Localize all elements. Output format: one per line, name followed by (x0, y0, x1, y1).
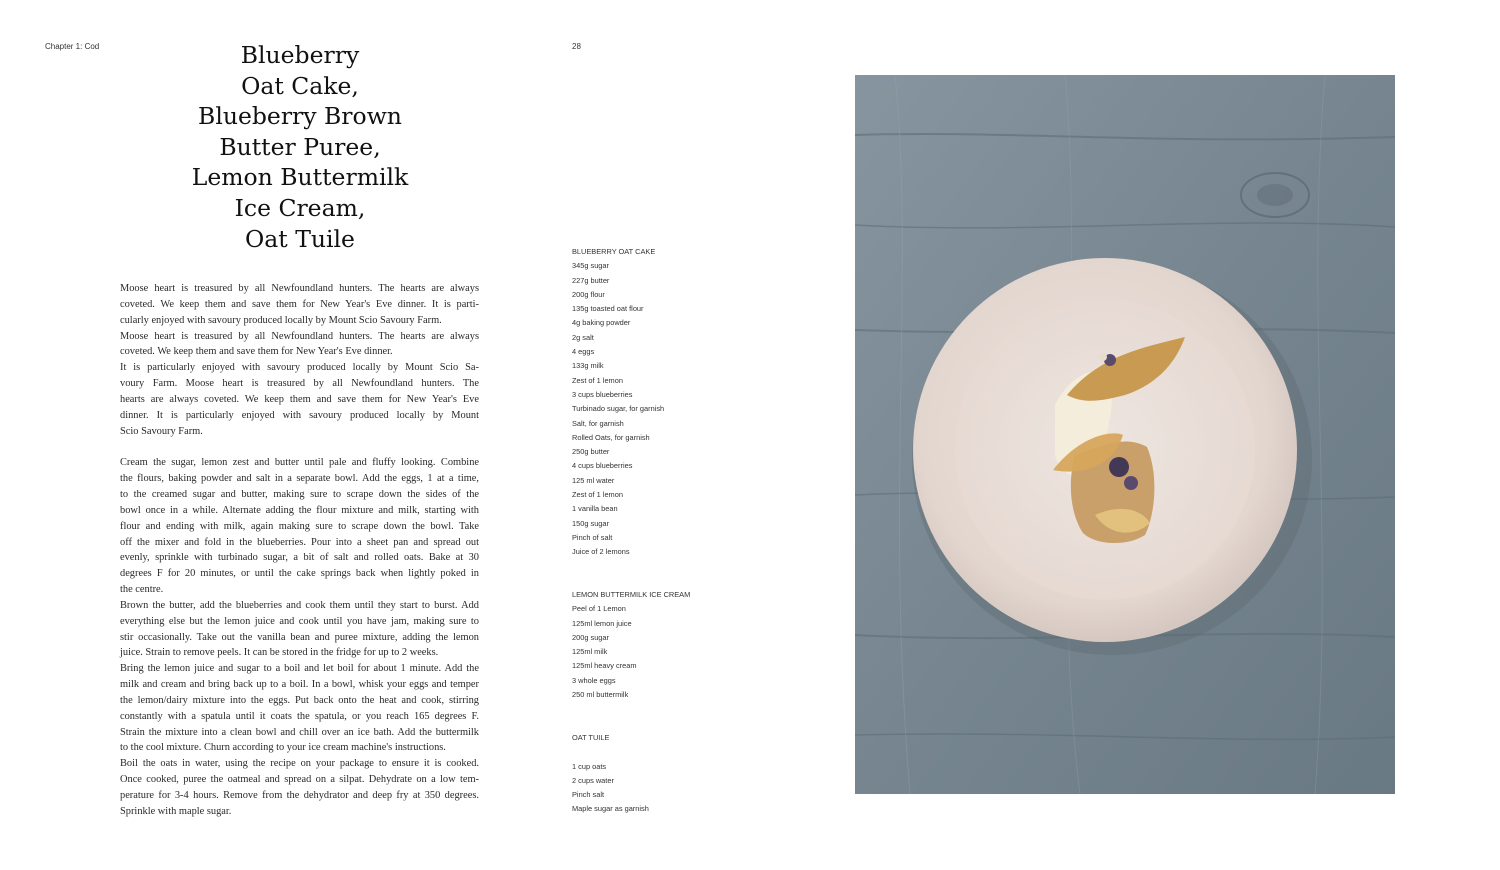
text-line: Bring the lemon juice and sugar to a boil and let boil for about 1 minute. Add the (120, 663, 479, 675)
title-line: Blueberry Brown (198, 102, 402, 131)
ingredient-spacer (572, 745, 802, 759)
ingredient-item: 227g butter (572, 275, 610, 285)
ingredient-item: 4 eggs (572, 347, 595, 357)
chapter-label: Chapter 1: Cod (45, 42, 100, 51)
text-line: perature for 3-4 hours. Remove from the dehydrator and deep fry at 350 degrees. (120, 790, 479, 801)
title-line: Oat Tuile (245, 224, 355, 253)
ingredient-item: 4 cups blueberries (572, 461, 633, 471)
text-line: Boil the oats in water, using the recipe on your package to ensure it is cooked. (120, 758, 479, 770)
ingredient-item: Turbinado sugar, for garnish (572, 404, 665, 414)
ingredient-item: Zest of 1 lemon (572, 490, 623, 500)
text-line: Moose heart is treasured by all Newfoundland hunters. The hearts are always (120, 283, 479, 294)
ingredient-item: 2g salt (572, 332, 594, 342)
ingredient-item: 125ml milk (572, 647, 608, 657)
ingredient-item: 125ml lemon juice (572, 618, 632, 628)
text-line: flour and ending with milk, again making sure to scrape down the bowl. Take (120, 520, 479, 532)
ingredient-item: Rolled Oats, for garnish (572, 432, 650, 442)
text-line: coveted. We keep them and save them for New Year's Eve dinner. It is parti- (120, 298, 479, 310)
ingredient-item: Pinch of salt (572, 532, 613, 542)
text-line: Sprinkle with maple sugar. (120, 805, 232, 817)
recipe-body-text (120, 281, 479, 820)
text-line: off the mixer and fold in the blueberries. Pour into a sheet pan and spread out (120, 536, 479, 548)
title-line: Blueberry (240, 41, 360, 69)
ingredient-item: Juice of 2 lemons (572, 547, 630, 557)
ingredient-item: Maple sugar as garnish (572, 804, 649, 814)
intro-paragraph (120, 281, 479, 439)
ingredient-item: 1 vanilla bean (572, 504, 618, 514)
ingredients-column (572, 245, 802, 814)
text-line: constantly with a spatula until it coats the spatula, or you reach 165 degrees F. (120, 710, 479, 722)
text-line: stir occasionally. Take out the vanilla bean and puree mixture, adding the lemon (120, 631, 479, 643)
ingredient-heading: BLUEBERRY OAT CAKE (572, 247, 656, 256)
ingredient-item: 125 ml water (572, 475, 615, 485)
method-paragraph (120, 455, 479, 819)
text-line: to the creamed sugar and butter, making sure to scrape down the sides of the (120, 488, 479, 500)
text-line: degrees F for 20 minutes, or until the cake springs back when lightly poked in (120, 568, 479, 580)
ingredient-heading: OAT TUILE (572, 733, 610, 742)
text-line: Cream the sugar, lemon zest and butter until pale and fluffy looking. Combine (120, 457, 479, 469)
text-line: voury Farm. Moose heart is treasured by all Newfoundland hunters. The (120, 378, 479, 390)
text-line: juice. Strain to remove peels. It can be stored in the fridge for up to 2 weeks. (120, 647, 439, 659)
ingredient-item: 3 cups blueberries (572, 389, 633, 399)
text-line: everything else but the lemon juice and cook until you have jam, making sure to (120, 615, 479, 627)
ingredient-item: 250g butter (572, 447, 610, 457)
ingredient-item: 250 ml buttermilk (572, 690, 629, 700)
ingredient-item: Peel of 1 Lemon (572, 604, 626, 614)
page-number: 28 (572, 42, 581, 51)
text-line: dinner. It is particularly enjoyed with savoury produced locally by Mount (120, 409, 479, 421)
text-line: hearts are always coveted. We keep them and save them for New Year's Eve (120, 393, 479, 405)
text-line: evenly, sprinkle with turbinado sugar, a bit of salt and rolled oats. Bake at 30 (120, 552, 479, 564)
ingredient-item: Zest of 1 lemon (572, 375, 623, 385)
text-line: It is particularly enjoyed with savoury produced locally by Mount Scio Sa- (120, 362, 479, 374)
text-line: the centre. (120, 584, 164, 596)
title-line: Lemon Buttermilk (191, 163, 409, 192)
text-line: cularly enjoyed with savoury produced locally by Mount Scio Savoury Farm. (120, 314, 442, 326)
ingredient-item: 1 cup oats (572, 761, 607, 771)
ingredient-item: 125ml heavy cream (572, 661, 637, 671)
ingredient-item: Salt, for garnish (572, 418, 624, 428)
text-line: to the cool mixture. Churn according to your ice cream machine's instructions. (120, 742, 446, 754)
ingredient-item: 345g sugar (572, 261, 609, 271)
recipe-title (150, 40, 450, 254)
ingredient-item: 3 whole eggs (572, 675, 616, 685)
text-line: Once cooked, puree the oatmeal and spread on a silpat. Dehydrate on a low tem- (120, 774, 479, 786)
text-line: milk and cream and bring back up to a boil. In a bowl, whisk your eggs and temper (120, 679, 479, 691)
ingredient-item: 133g milk (572, 361, 604, 371)
text-line: bowl once in a while. Alternate adding the flour mixture and milk, starting with (120, 504, 479, 516)
ingredient-item: 135g toasted oat flour (572, 304, 644, 314)
ingredient-section-ice-cream (572, 588, 802, 702)
paragraph-gap (120, 439, 479, 455)
ingredient-section-oat-cake (572, 245, 802, 560)
ingredient-item: 200g flour (572, 289, 605, 299)
ingredient-item: 150g sugar (572, 518, 609, 528)
title-line: Oat Cake, (241, 71, 359, 100)
text-line: the lemon/dairy mixture into the eggs. Put back onto the heat and cook, stirring (120, 694, 479, 706)
title-line: Ice Cream, (234, 193, 366, 222)
text-line: the flours, baking powder and salt in a separate bowl. Add the eggs, 1 at a time, (120, 473, 479, 485)
text-line: Moose heart is treasured by all Newfoundland hunters. The hearts are always (120, 330, 479, 342)
text-line: coveted. We keep them and save them for New Year's Eve dinner. (120, 346, 393, 358)
ingredient-heading: LEMON BUTTERMILK ICE CREAM (572, 590, 691, 599)
text-line: Brown the butter, add the blueberries and cook them until they start to burst. Add (120, 599, 479, 611)
ingredient-item: 2 cups water (572, 775, 614, 785)
ingredient-section-oat-tuile (572, 731, 802, 817)
text-line: Strain the mixture into a clean bowl and chill over an ice bath. Add the buttermilk (120, 726, 479, 738)
ingredient-item: 4g baking powder (572, 318, 631, 328)
title-line: Butter Puree, (219, 132, 381, 161)
ingredient-item: Pinch salt (572, 790, 605, 800)
ingredient-item: 200g sugar (572, 632, 609, 642)
text-line: Scio Savoury Farm. (120, 425, 203, 437)
dessert-photo (855, 75, 1395, 794)
